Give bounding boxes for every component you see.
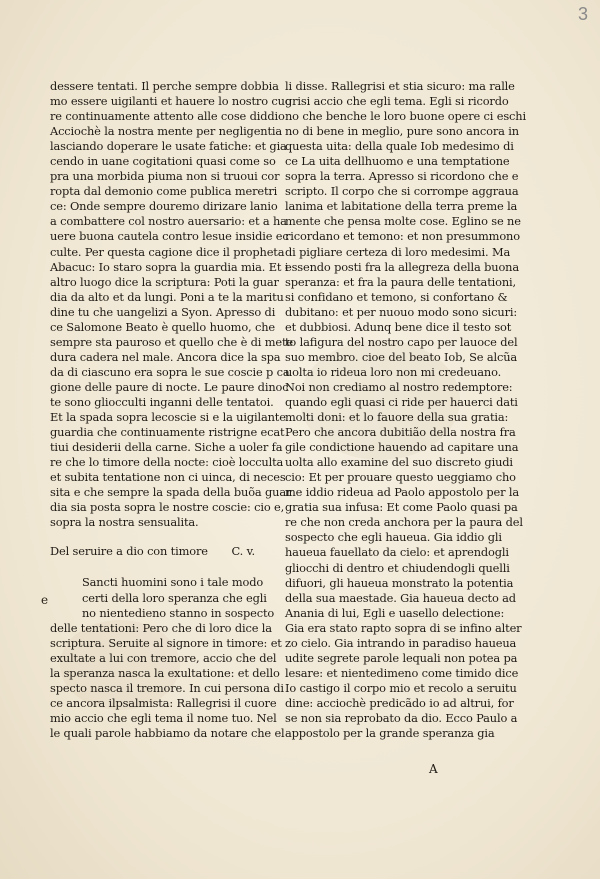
text-line: a combattere col nostro auersario: et a ha <box>50 214 287 229</box>
text-line: lasciando doperare le usate fatiche: et gia <box>50 139 287 154</box>
text-line: Gia era stato rapto sopra di se infino alter <box>285 620 522 635</box>
right-column-bottom-text <box>285 379 523 741</box>
text-line: zo cielo. Gia intrando in paradiso haueua <box>285 635 517 650</box>
text-line: appostolo per la grande speranza gia <box>285 726 495 741</box>
text-line: certi della loro speranza che egli <box>82 590 267 605</box>
text-line: essendo posti fra la allegreza della buona <box>285 259 519 274</box>
text-line: udite segrete parole lequali non potea pa <box>285 650 518 665</box>
text-line: Noi non crediamo al nostro redemptore: <box>285 379 513 394</box>
text-line: speranza: et fra la paura delle tentationi, <box>285 274 516 289</box>
text-line: sospecto che egli haueua. Gia iddio gli <box>285 530 502 545</box>
text-line: exultate a lui con tremore, accio che del <box>50 650 277 665</box>
text-line: lesare: et nientedimeno come timido dice <box>285 665 519 680</box>
text-line: Abacuc: Io staro sopra la guardia mia. Et i <box>50 259 289 274</box>
text-line: cendo in uane cogitationi quasi come so <box>50 154 276 169</box>
text-line: uere buona cautela contro lesue insidie ec <box>50 229 289 244</box>
text-line: et subita tentatione non ci uinca, di neces <box>50 470 286 485</box>
text-line: pra una morbida piuma non si truoui cor <box>50 169 280 184</box>
text-line: se non sia reprobato da dio. Ecco Paulo a <box>285 710 518 725</box>
text-line: gliocchi di dentro et chiudendogli quelli <box>285 560 510 575</box>
text-line: et dubbiosi. Adunq bene dice il testo sot <box>285 319 512 334</box>
signature-mark: A <box>429 762 438 776</box>
text-line: re che non creda anchora per la paura del <box>285 515 523 530</box>
text-line: dine: acciochè predicãdo io ad altrui, for <box>285 695 514 710</box>
text-line: ricordano et temono: et non presummono <box>285 229 520 244</box>
text-line: Io castigo il corpo mio et recolo a seruitu <box>285 680 517 695</box>
text-line: ce Salomone Beato è quello huomo, che <box>50 319 275 334</box>
left-column-top-text <box>50 79 293 530</box>
text-line: dessere tentati. Il perche sempre dobbia <box>50 79 279 93</box>
text-line: cio: Et per prouare questo ueggiamo cho <box>285 470 516 485</box>
text-line: no che benche le loro buone opere ci eschi <box>285 109 526 124</box>
text-line: Acciochè la nostra mente per negligentia <box>50 124 283 139</box>
chapter-heading <box>50 544 255 559</box>
text-line: mio accio che egli tema il nome tuo. Nel <box>50 710 277 725</box>
text-line: sempre sta pauroso et quello che è di mete <box>50 334 293 349</box>
text-line: Pero che ancora dubitião della nostra fra <box>285 425 516 440</box>
text-line: haueua fauellato da cielo: et aprendogli <box>285 545 509 560</box>
text-line: Et la spada sopra lecoscie si e la uigilante <box>50 410 286 425</box>
text-line: dia da alto et da lungi. Poni a te la maritu <box>50 289 284 304</box>
text-line: mente che pensa molte cose. Eglino se ne <box>285 214 521 229</box>
text-line: si confidano et temono, si confortano & <box>285 289 508 304</box>
text-line: suo membro. cioe del beato Iob, Se alcũa <box>285 349 518 364</box>
left-column-bottom-text <box>50 575 285 741</box>
chapter-heading-title: Del seruire a dio con timore <box>50 544 208 559</box>
right-column <box>285 79 526 741</box>
text-line: gratia sua infusa: Et come Paolo quasi pa <box>285 500 518 515</box>
text-line: dubitano: et per nuouo modo sono sicuri: <box>285 304 518 319</box>
text-line: me iddio rideua ad Paolo appostolo per la <box>285 485 520 500</box>
text-line: sita e che sempre la spada della buõa guar <box>50 485 292 500</box>
text-line: re che lo timore della nocte: cioè locculta <box>50 455 284 470</box>
right-column-top-text <box>285 79 526 380</box>
text-line: di pigliare certeza di loro medesimi. Ma <box>285 244 511 259</box>
text-line: grisi accio che egli tema. Egli si ricordo <box>285 94 509 109</box>
text-line: no di bene in meglio, pure sono ancora in <box>285 124 519 139</box>
text-line: gione delle paure di nocte. Le paure dinoc <box>50 379 289 394</box>
text-line: ce La uita dellhuomo e una temptatione <box>285 154 510 169</box>
text-line: questa uita: della quale Iob medesimo di <box>285 139 514 154</box>
text-line: sopra la terra. Apresso si ricordono che e <box>285 169 519 184</box>
text-line: scripto. Il corpo che si corrompe aggraua <box>285 184 519 199</box>
text-line: uolta allo examine del suo discreto giudi <box>285 455 513 470</box>
text-line: lanima et labitatione della terra preme la <box>285 199 518 214</box>
text-line: delle tentationi: Pero che di loro dice la <box>50 620 272 635</box>
text-line: uolta io rideua loro non mi credeuano. <box>285 364 502 379</box>
text-line: dia sia posta sopra le nostre coscie: cio e, <box>50 500 285 515</box>
folio-number: 3 <box>577 4 588 24</box>
chapter-number: C. v. <box>231 544 255 559</box>
text-line: difuori, gli haueua monstrato la potentia <box>285 575 514 590</box>
text-line: molti doni: et lo fauore della sua gratia: <box>285 410 509 425</box>
text-line: specto nasca il tremore. In cui persona di <box>50 680 284 695</box>
text-line: mo essere uigilanti et hauere lo nostro cuo <box>50 94 292 109</box>
left-column <box>50 79 293 741</box>
text-line: guardia che continuamente ristrigne ecat <box>50 425 285 440</box>
text-line: la speranza nasca la exultatione: et dello <box>50 665 280 680</box>
text-line: della sua maestade. Gia haueua decto ad <box>285 590 516 605</box>
text-line: to lafigura del nostro capo per lauoce del <box>285 334 518 349</box>
text-line: Anania di lui, Egli e uasello delectione: <box>285 605 505 620</box>
text-line: gile condictione hauendo ad capitare una <box>285 440 519 455</box>
text-line: scriptura. Seruite al signore in timore: et <box>50 635 282 650</box>
text-line: no nientedieno stanno in sospecto <box>82 605 275 620</box>
spacer <box>50 530 258 538</box>
guide-letter: e <box>41 593 49 607</box>
text-line: le quali parole habbiamo da notare che el <box>50 725 285 740</box>
text-line: quando egli quasi ci ride per hauerci dati <box>285 394 518 409</box>
text-line: te sono gliocculti inganni delle tentatoi. <box>50 394 274 409</box>
text-line: tiui desiderii della carne. Siche a uoler fa <box>50 440 283 455</box>
text-line: re continuamente attento alle cose diddio <box>50 109 285 124</box>
text-line: dine tu che uangelizi a Syon. Apresso di <box>50 304 276 319</box>
text-line: li disse. Rallegrisi et stia sicuro: ma ralle <box>285 79 515 93</box>
text-line: Sancti huomini sono i tale modo <box>82 575 264 590</box>
text-line: dura cadera nel male. Ancora dice la spa <box>50 349 281 364</box>
text-line: ce: Onde sempre douremo dirizare lanio <box>50 199 278 214</box>
text-line: ce ancora ilpsalmista: Rallegrisi il cuore <box>50 695 277 710</box>
text-line: ropta dal demonio come publica meretri <box>50 184 278 199</box>
text-line: altro luogo dice la scriptura: Poti la guar <box>50 274 279 289</box>
text-line: sopra la nostra sensualita. <box>50 515 199 530</box>
text-line: culte. Per questa cagione dice il propheta <box>50 244 285 259</box>
text-line: da di ciascuno era sopra le sue coscie p ca <box>50 364 290 379</box>
